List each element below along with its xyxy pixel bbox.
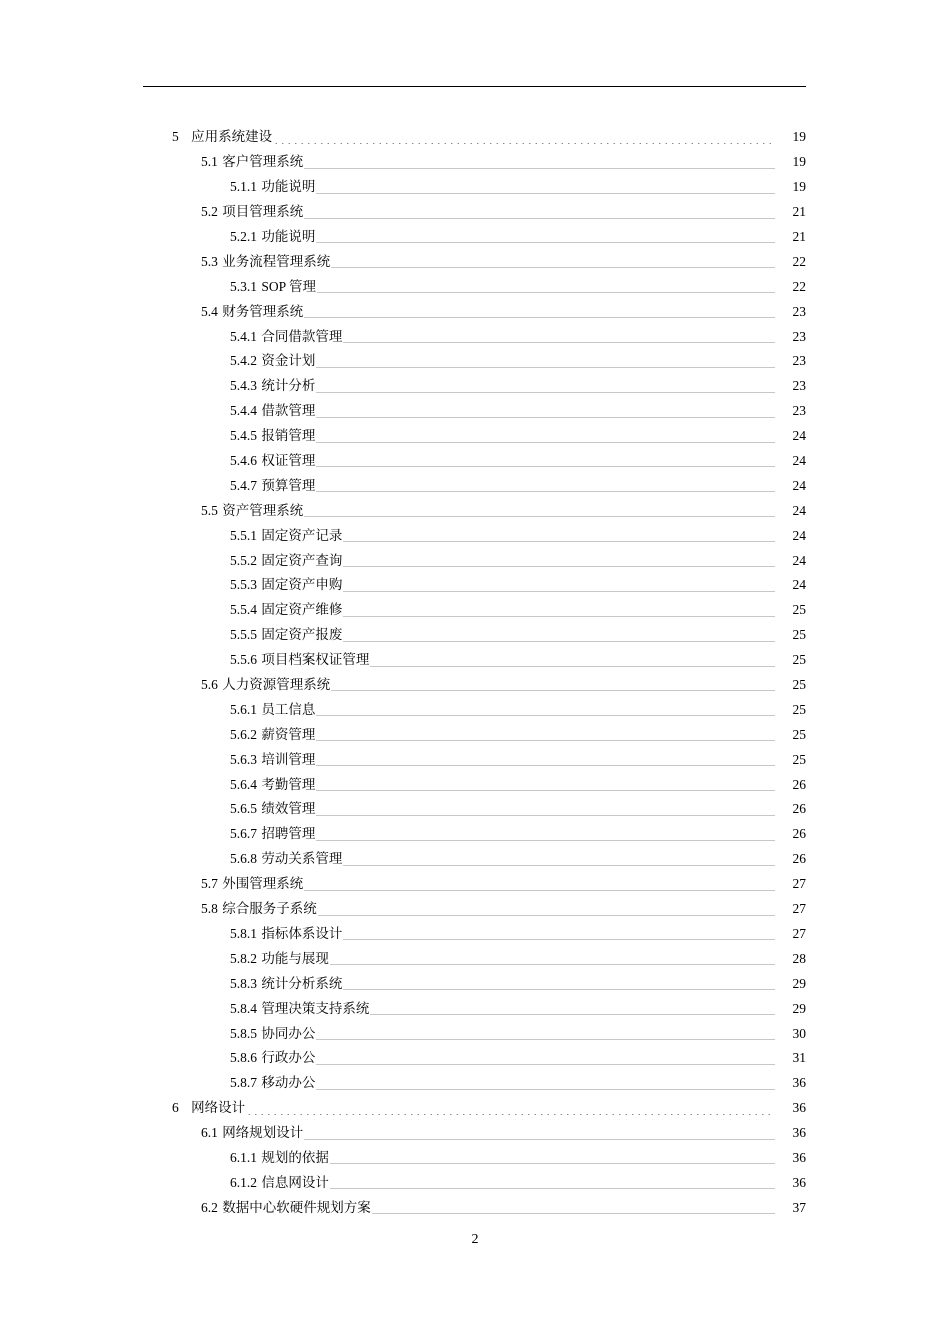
toc-entry-page: 22 <box>792 253 806 269</box>
toc-entry-label <box>230 777 315 793</box>
toc-entry-number: 5.3 <box>201 253 218 269</box>
toc-entry-title: 信息网设计 <box>261 1174 329 1190</box>
toc-entry-label <box>230 826 315 842</box>
toc-entry[interactable] <box>0 424 950 449</box>
toc-entry-label <box>230 602 342 618</box>
toc-entry-page: 25 <box>792 701 806 717</box>
dot-leader <box>316 815 775 816</box>
dot-leader <box>343 641 775 642</box>
dot-leader <box>343 989 775 990</box>
toc-entry[interactable] <box>0 797 950 822</box>
toc-entry-number: 5.8 <box>201 901 218 917</box>
toc-entry-number: 5.8.2 <box>230 950 257 966</box>
toc-entry[interactable] <box>0 922 950 947</box>
toc-entry-label <box>201 503 303 519</box>
toc-entry-title: 移动办公 <box>261 1075 316 1091</box>
toc-entry-label <box>230 353 315 369</box>
dot-leader <box>316 417 775 418</box>
toc-entry[interactable] <box>0 349 950 374</box>
toc-entry[interactable] <box>0 1195 950 1220</box>
toc-entry-page: 25 <box>792 751 806 767</box>
dot-leader <box>304 218 775 219</box>
toc-entry-number: 5.7 <box>201 876 218 892</box>
toc-entry[interactable] <box>0 498 950 523</box>
dot-leader <box>316 466 775 467</box>
toc-entry-title: 功能与展现 <box>261 950 329 966</box>
toc-entry[interactable] <box>0 897 950 922</box>
toc-entry[interactable] <box>0 1096 950 1121</box>
toc-entry-label <box>230 553 342 569</box>
toc-entry-label <box>230 1075 315 1091</box>
toc-entry-number: 5.5.5 <box>230 627 257 643</box>
toc-entry-label <box>201 1200 371 1216</box>
toc-entry-number: 5.8.3 <box>230 975 257 991</box>
toc-entry-label <box>230 951 329 967</box>
toc-entry-number: 5.4.2 <box>230 353 257 369</box>
toc-entry-number: 5.4.6 <box>230 453 257 469</box>
dot-leader <box>316 1039 775 1040</box>
dot-leader <box>317 292 775 293</box>
toc-entry-title: 资产管理系统 <box>222 502 304 518</box>
toc-entry-label <box>201 254 330 270</box>
toc-entry[interactable] <box>0 1170 950 1195</box>
toc-entry-number: 5.6.1 <box>230 701 257 717</box>
toc-entry-label <box>230 577 342 593</box>
dot-leader <box>316 840 775 841</box>
toc-entry[interactable] <box>0 872 950 897</box>
toc-entry[interactable] <box>0 200 950 225</box>
toc-entry-label <box>230 528 342 544</box>
toc-entry[interactable] <box>0 722 950 747</box>
dot-leader <box>318 915 775 916</box>
toc-entry-title: 员工信息 <box>261 701 316 717</box>
toc-entry-number: 5.6.4 <box>230 776 257 792</box>
toc-entry-number: 5.8.5 <box>230 1025 257 1041</box>
dot-leader <box>343 591 775 592</box>
toc-entry-label <box>230 1050 315 1066</box>
toc-entry[interactable] <box>0 274 950 299</box>
toc-entry-title: 报销管理 <box>261 428 316 444</box>
dot-leader <box>316 740 775 741</box>
toc-entry-title: 培训管理 <box>261 751 316 767</box>
toc-entry-number: 5.5.1 <box>230 527 257 543</box>
toc-entry-page: 24 <box>792 453 806 469</box>
toc-entry[interactable] <box>0 449 950 474</box>
toc-entry-number: 5.4.5 <box>230 428 257 444</box>
toc-entry-title: 劳动关系管理 <box>261 851 343 867</box>
dot-leader <box>370 666 775 667</box>
dot-leader <box>304 890 775 891</box>
dot-leader <box>273 143 775 144</box>
toc-entry-label <box>230 1001 369 1017</box>
toc-entry-label <box>230 179 315 195</box>
dot-leader <box>316 790 775 791</box>
toc-entry[interactable] <box>0 673 950 698</box>
toc-entry-page: 25 <box>792 652 806 668</box>
dot-leader <box>330 1163 775 1164</box>
toc-entry-title: 综合服务子系统 <box>222 901 317 917</box>
toc-entry-title: 行政办公 <box>261 1050 316 1066</box>
dot-leader <box>304 168 775 169</box>
toc-entry-title: 规划的依据 <box>261 1149 329 1165</box>
toc-entry-page: 36 <box>792 1174 806 1190</box>
toc-entry[interactable] <box>0 648 950 673</box>
toc-entry-title: 预算管理 <box>261 477 316 493</box>
toc-entry-title: 合同借款管理 <box>261 328 343 344</box>
toc-entry[interactable] <box>0 374 950 399</box>
toc-entry-page: 24 <box>792 527 806 543</box>
toc-entry[interactable] <box>0 299 950 324</box>
toc-entry-number: 5.5.6 <box>230 652 257 668</box>
toc-entry-title: 数据中心软硬件规划方案 <box>222 1199 371 1215</box>
toc-entry-number: 5.3.1 <box>230 278 257 294</box>
toc-entry-page: 19 <box>792 129 806 145</box>
toc-entry-page: 21 <box>792 229 806 244</box>
toc-entry-page: 24 <box>792 502 806 518</box>
table-of-contents <box>0 125 950 1220</box>
toc-entry[interactable] <box>0 623 950 648</box>
toc-entry-number: 5.6.8 <box>230 851 257 867</box>
toc-entry-label <box>201 1125 303 1141</box>
toc-entry-label <box>230 478 315 494</box>
toc-entry-page: 31 <box>792 1050 806 1066</box>
toc-entry-page: 24 <box>792 428 806 444</box>
toc-entry[interactable] <box>0 946 950 971</box>
toc-entry[interactable] <box>0 772 950 797</box>
toc-entry-label <box>230 279 316 295</box>
toc-entry-title: 项目档案权证管理 <box>261 652 370 668</box>
toc-entry[interactable] <box>0 822 950 847</box>
toc-entry-page: 36 <box>792 1075 806 1091</box>
toc-entry-number: 5.4.1 <box>230 328 257 344</box>
toc-entry-title: 指标体系设计 <box>261 925 343 941</box>
toc-entry-page: 29 <box>792 975 806 991</box>
dot-leader <box>343 616 775 617</box>
toc-entry-page: 19 <box>792 154 806 170</box>
toc-entry-number: 5.8.7 <box>230 1075 257 1091</box>
toc-entry-label <box>230 378 315 394</box>
toc-entry-title: 固定资产记录 <box>261 527 343 543</box>
toc-entry[interactable] <box>0 548 950 573</box>
dot-leader <box>343 865 775 866</box>
toc-entry-page: 21 <box>792 204 806 220</box>
toc-entry-number: 5.6.2 <box>230 726 257 742</box>
toc-entry-label <box>230 627 342 643</box>
toc-entry[interactable] <box>0 399 950 424</box>
toc-entry-number: 5.5.3 <box>230 577 257 593</box>
toc-entry[interactable] <box>0 175 950 200</box>
dot-leader <box>304 1139 775 1140</box>
toc-entry-page: 36 <box>792 1125 806 1141</box>
toc-entry-title: SOP 管理 <box>261 278 317 294</box>
toc-entry-number: 5 <box>172 129 179 145</box>
toc-entry-title: 网络规划设计 <box>222 1125 304 1141</box>
toc-entry-title: 应用系统建设 <box>191 129 273 145</box>
toc-entry-page: 25 <box>792 602 806 618</box>
dot-leader <box>343 541 775 542</box>
toc-entry-number: 5.5 <box>201 502 218 518</box>
toc-entry-label <box>230 403 315 419</box>
dot-leader <box>370 1014 775 1015</box>
dot-leader <box>343 939 775 940</box>
toc-entry-number: 5.6 <box>201 677 218 693</box>
toc-entry[interactable] <box>0 573 950 598</box>
toc-entry[interactable] <box>0 249 950 274</box>
toc-entry-page: 27 <box>792 876 806 892</box>
toc-entry-title: 项目管理系统 <box>222 204 304 220</box>
toc-entry-page: 23 <box>792 303 806 319</box>
toc-entry-title: 功能说明 <box>261 229 316 244</box>
toc-entry-number: 5.4 <box>201 303 218 319</box>
toc-entry-page: 19 <box>792 179 806 195</box>
toc-entry-label <box>230 1026 315 1042</box>
toc-entry-title: 绩效管理 <box>261 801 316 817</box>
toc-entry-label <box>230 1150 329 1166</box>
toc-entry-label <box>230 453 315 469</box>
toc-entry-label <box>201 901 317 917</box>
toc-entry-title: 协同办公 <box>261 1025 316 1041</box>
dot-leader <box>316 1064 775 1065</box>
toc-entry-page: 37 <box>792 1199 806 1215</box>
toc-entry[interactable] <box>0 1071 950 1096</box>
toc-entry-title: 功能说明 <box>261 179 316 195</box>
toc-entry-title: 统计分析系统 <box>261 975 343 991</box>
toc-entry-label <box>230 1175 329 1191</box>
toc-entry-number: 5.2.1 <box>230 229 257 244</box>
toc-entry-title: 固定资产报废 <box>261 627 343 643</box>
toc-entry-label <box>230 801 315 817</box>
dot-leader <box>372 1213 775 1214</box>
toc-entry-title: 资金计划 <box>261 353 316 369</box>
toc-entry-title: 客户管理系统 <box>222 154 304 170</box>
toc-entry-title: 借款管理 <box>261 403 316 419</box>
dot-leader <box>331 690 775 691</box>
toc-entry-label <box>230 926 342 942</box>
toc-entry-title: 固定资产申购 <box>261 577 343 593</box>
toc-entry-page: 24 <box>792 477 806 493</box>
toc-entry-label <box>201 876 303 892</box>
toc-entry-label <box>201 154 303 170</box>
toc-entry-page: 26 <box>792 826 806 842</box>
dot-leader <box>330 964 775 965</box>
toc-entry-label <box>230 428 315 444</box>
toc-entry-label <box>230 329 342 345</box>
toc-entry-page: 23 <box>792 403 806 419</box>
toc-entry-number: 5.6.5 <box>230 801 257 817</box>
toc-entry-page: 24 <box>792 552 806 568</box>
toc-entry-number: 5.5.2 <box>230 552 257 568</box>
toc-entry-label <box>230 976 342 992</box>
toc-entry-number: 6.2 <box>201 1199 218 1215</box>
toc-entry-title: 固定资产查询 <box>261 552 343 568</box>
dot-leader <box>316 367 775 368</box>
header-rule <box>143 86 806 87</box>
toc-entry-number: 5.4.3 <box>230 378 257 394</box>
toc-entry-page: 23 <box>792 378 806 394</box>
toc-entry[interactable] <box>0 971 950 996</box>
toc-entry-title: 财务管理系统 <box>222 303 304 319</box>
toc-entry-label <box>201 204 303 220</box>
toc-entry-page: 26 <box>792 801 806 817</box>
toc-entry-title: 固定资产维修 <box>261 602 343 618</box>
footer-page-number: 2 <box>471 1232 479 1247</box>
toc-entry[interactable] <box>0 225 950 250</box>
dot-leader <box>316 392 775 393</box>
toc-entry-page: 30 <box>792 1025 806 1041</box>
toc-entry-label <box>172 1100 245 1116</box>
toc-entry-number: 5.8.4 <box>230 1000 257 1016</box>
toc-entry-page: 28 <box>792 950 806 966</box>
toc-entry-page: 36 <box>792 1149 806 1165</box>
toc-entry-label <box>230 652 369 668</box>
dot-leader <box>316 765 775 766</box>
dot-leader <box>343 566 775 567</box>
dot-leader <box>316 193 775 194</box>
toc-entry-number: 6.1.2 <box>230 1174 257 1190</box>
toc-entry-title: 网络设计 <box>191 1100 246 1116</box>
toc-entry[interactable] <box>0 1146 950 1171</box>
toc-entry-page: 24 <box>792 577 806 593</box>
toc-entry-label <box>230 727 315 743</box>
toc-entry-page: 26 <box>792 776 806 792</box>
toc-entry-page: 23 <box>792 328 806 344</box>
toc-entry-number: 6.1.1 <box>230 1149 257 1165</box>
toc-entry-label <box>230 851 342 867</box>
dot-leader <box>316 1089 775 1090</box>
dot-leader <box>304 317 775 318</box>
toc-entry-number: 5.4.4 <box>230 403 257 419</box>
toc-entry-page: 22 <box>792 278 806 294</box>
toc-entry-title: 权证管理 <box>261 453 316 469</box>
toc-entry[interactable] <box>0 150 950 175</box>
dot-leader <box>330 1188 775 1189</box>
dot-leader <box>316 442 775 443</box>
toc-entry[interactable] <box>0 324 950 349</box>
toc-entry-title: 外围管理系统 <box>222 876 304 892</box>
toc-entry[interactable] <box>0 1121 950 1146</box>
toc-entry-page: 27 <box>792 901 806 917</box>
toc-entry[interactable] <box>0 747 950 772</box>
dot-leader <box>316 242 775 243</box>
toc-entry-label <box>201 677 330 693</box>
toc-entry-title: 人力资源管理系统 <box>222 677 331 693</box>
toc-entry-number: 5.4.7 <box>230 477 257 493</box>
toc-entry-page: 36 <box>792 1100 806 1116</box>
toc-entry-page: 26 <box>792 851 806 867</box>
dot-leader <box>304 516 775 517</box>
toc-entry-title: 招聘管理 <box>261 826 316 842</box>
toc-entry[interactable] <box>0 598 950 623</box>
toc-entry-title: 薪资管理 <box>261 726 316 742</box>
toc-entry-label <box>230 702 315 718</box>
toc-entry-page: 25 <box>792 677 806 693</box>
toc-entry[interactable] <box>0 996 950 1021</box>
toc-entry-page: 29 <box>792 1000 806 1016</box>
toc-entry-label <box>230 229 315 245</box>
dot-leader <box>343 342 775 343</box>
toc-entry-number: 5.6.7 <box>230 826 257 842</box>
toc-entry-label <box>230 752 315 768</box>
toc-entry-number: 5.5.4 <box>230 602 257 618</box>
toc-entry-label <box>172 129 272 145</box>
toc-entry-number: 5.8.1 <box>230 925 257 941</box>
toc-entry-number: 5.8.6 <box>230 1050 257 1066</box>
toc-entry[interactable] <box>0 1021 950 1046</box>
toc-entry-number: 5.2 <box>201 204 218 220</box>
dot-leader <box>316 491 775 492</box>
toc-entry-number: 5.1 <box>201 154 218 170</box>
toc-entry-page: 23 <box>792 353 806 369</box>
toc-entry-number: 5.1.1 <box>230 179 257 195</box>
toc-entry-page: 25 <box>792 726 806 742</box>
toc-entry[interactable] <box>0 125 950 150</box>
toc-entry-number: 6.1 <box>201 1125 218 1141</box>
toc-entry-title: 统计分析 <box>261 378 316 394</box>
dot-leader <box>316 715 775 716</box>
dot-leader <box>246 1114 775 1115</box>
toc-entry-title: 考勤管理 <box>261 776 316 792</box>
toc-entry[interactable] <box>0 473 950 498</box>
toc-entry[interactable] <box>0 697 950 722</box>
toc-entry-title: 业务流程管理系统 <box>222 253 331 269</box>
toc-entry-page: 25 <box>792 627 806 643</box>
toc-entry[interactable] <box>0 847 950 872</box>
toc-entry-number: 5.6.3 <box>230 751 257 767</box>
toc-entry-label <box>201 304 303 320</box>
dot-leader <box>331 267 775 268</box>
toc-entry[interactable] <box>0 523 950 548</box>
toc-entry[interactable] <box>0 1046 950 1071</box>
toc-entry-number: 6 <box>172 1100 179 1116</box>
toc-entry-title: 管理决策支持系统 <box>261 1000 370 1016</box>
toc-entry-page: 27 <box>792 925 806 941</box>
